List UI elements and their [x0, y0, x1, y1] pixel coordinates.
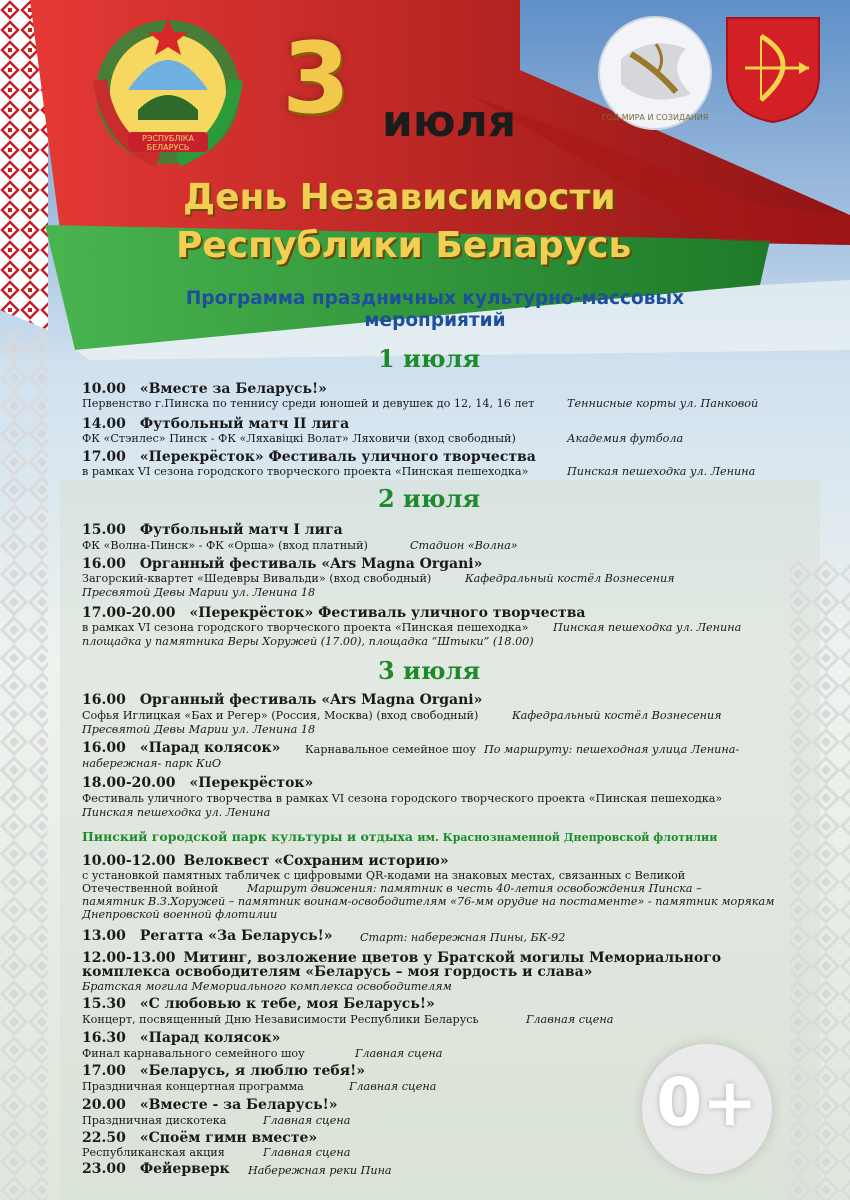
event-title: 17.00 «Перекрёсток» Фестиваль уличного творчества: [82, 449, 536, 465]
event-desc: ФК «Стэнлес» Пинск - ФК «Ляхавіцкі Волат» Ляховичи (вход свободный): [82, 432, 516, 445]
event-desc: Загорский-квартет «Шедевры Вивальди» (вход свободный): [82, 572, 432, 585]
event-title-continued: комплекса освободителям «Беларусь – моя гордость и слава»: [82, 964, 593, 980]
age-rating-text: 0+: [656, 1064, 758, 1141]
event-title: 15.00 Футбольный матч I лига: [82, 522, 343, 538]
day-heading: 1 июля: [378, 344, 481, 373]
event-desc: Финал карнавального семейного шоу: [82, 1047, 305, 1060]
event-desc: Концерт, посвященный Дню Независимости Республики Беларусь: [82, 1013, 479, 1026]
event-place: Главная сцена: [263, 1114, 351, 1127]
event-title: 20.00 «Вместе - за Беларусь!»: [82, 1097, 338, 1113]
event-title: 10.00-12.00 Велоквест «Сохраним историю»: [82, 853, 449, 869]
event-place: По маршруту: пешеходная улица Ленина-: [484, 743, 740, 756]
event-place: Пинская пешеходка ул. Ленина: [82, 806, 271, 819]
event-place: Днепровской военной флотилии: [82, 908, 278, 921]
event-desc: Республиканская акция: [82, 1146, 225, 1159]
event-title: 13.00 Регатта «За Беларусь!»: [82, 928, 333, 944]
event-place: Академия футбола: [567, 432, 684, 445]
pinsk-coat-of-arms: [723, 14, 823, 126]
event-title: 17.00 «Беларусь, я люблю тебя!»: [82, 1063, 365, 1079]
event-place: Стадион «Волна»: [410, 539, 518, 552]
title-line-2: Республики Беларусь: [176, 225, 632, 266]
event-place: набережная- парк КиО: [82, 757, 222, 770]
event-place: Теннисные корты ул. Панковой: [567, 397, 759, 410]
event-title: 12.00-13.00 Митинг, возложение цветов у Братской могилы Мемориального: [82, 950, 722, 966]
event-place: Кафедральный костёл Вознесения: [465, 572, 675, 585]
event-title: 10.00 «Вместе за Беларусь!»: [82, 381, 327, 397]
day-heading: 3 июля: [378, 656, 481, 685]
event-place: площадка у памятника Веры Хоружей (17.00), площадка “Штыки” (18.00): [82, 635, 534, 648]
svg-text:ГОД МИРА И СОЗИДАНИЯ: ГОД МИРА И СОЗИДАНИЯ: [601, 113, 709, 122]
event-title: 15.30 «С любовью к тебе, моя Беларусь!»: [82, 996, 435, 1012]
event-title: 17.00-20.00 «Перекрёсток» Фестиваль уличного творчества: [82, 605, 586, 621]
date-day-number: 3: [282, 22, 349, 136]
event-place: Пресвятой Девы Марии ул. Ленина 18: [82, 586, 316, 599]
event-place: Набережная реки Пина: [248, 1164, 392, 1177]
event-place: Главная сцена: [349, 1080, 437, 1093]
svg-text:РЭСПУБЛІКА: РЭСПУБЛІКА: [142, 134, 194, 143]
event-place: Братская могила Мемориального комплекса освободителям: [82, 980, 452, 993]
year-of-peace-logo: [596, 14, 714, 132]
event-title: 23.00 Фейерверк: [82, 1161, 230, 1177]
event-desc: ФК «Волна-Пинск» - ФК «Орша» (вход платный): [82, 539, 368, 552]
event-desc: Праздничная концертная программа: [82, 1080, 304, 1093]
event-desc: с установкой памятных табличек с цифровыми QR-кодами на знаковых местах, связанных с Великой: [82, 869, 686, 882]
event-title: 22.50 «Споём гимн вместе»: [82, 1130, 318, 1146]
event-desc: Отечественной войной: [82, 882, 219, 895]
event-place: Пинская пешеходка ул. Ленина: [553, 621, 742, 634]
event-place: Маршрут движения: памятник в честь 40-летия освобождения Пинска –: [247, 882, 702, 895]
event-title: 16.00 Органный фестиваль «Ars Magna Organi»: [82, 556, 483, 572]
event-place: Главная сцена: [526, 1013, 614, 1026]
event-desc: Софья Иглицкая «Бах и Регер» (Россия, Москва) (вход свободный): [82, 709, 479, 722]
event-desc: Фестиваль уличного творчества в рамках VI сезона городского творческого проекта «Пинская пешеходка»: [82, 792, 723, 805]
title-line-1: День Независимости: [183, 177, 616, 218]
event-desc: Праздничная дискотека: [82, 1114, 227, 1127]
event-place: Старт: набережная Пины, БК-92: [360, 931, 566, 944]
event-place: Пинская пешеходка ул. Ленина: [567, 465, 756, 478]
age-rating-badge: [642, 1044, 772, 1174]
park-heading: Пинский городской парк культуры и отдыха им. Краснознаменной Днепровской флотилии: [82, 829, 718, 844]
belarus-emblem: [88, 10, 248, 170]
event-desc: Карнавальное семейное шоу: [305, 743, 476, 756]
svg-text:БЕЛАРУСЬ: БЕЛАРУСЬ: [146, 143, 190, 152]
event-title: 16.00 «Парад колясок»: [82, 740, 281, 756]
event-title: 16.30 «Парад колясок»: [82, 1030, 281, 1046]
event-desc: в рамках VI сезона городского творческого проекта «Пинская пешеходка»: [82, 465, 529, 478]
date-month: июля: [382, 96, 517, 147]
event-title: 16.00 Органный фестиваль «Ars Magna Organi»: [82, 692, 483, 708]
event-place: Главная сцена: [263, 1146, 351, 1159]
event-desc: в рамках VI сезона городского творческого проекта «Пинская пешеходка»: [82, 621, 529, 634]
event-place: Кафедральный костёл Вознесения: [512, 709, 722, 722]
event-title: 14.00 Футбольный матч II лига: [82, 416, 350, 432]
event-place: Пресвятой Девы Марии ул. Ленина 18: [82, 723, 316, 736]
event-desc: Первенство г.Пинска по теннису среди юношей и девушек до 12, 14, 16 лет: [82, 397, 535, 410]
event-place: Главная сцена: [355, 1047, 443, 1060]
event-title: 18.00-20.00 «Перекрёсток»: [82, 775, 314, 791]
program-subtitle: Программа праздничных культурно-массовых мероприятий: [185, 288, 685, 331]
day-heading: 2 июля: [378, 484, 481, 513]
event-place: памятник В.З.Хоружей – памятник воинам-освободителям «76-мм орудие на постаменте» - памятник морякам: [82, 895, 775, 908]
